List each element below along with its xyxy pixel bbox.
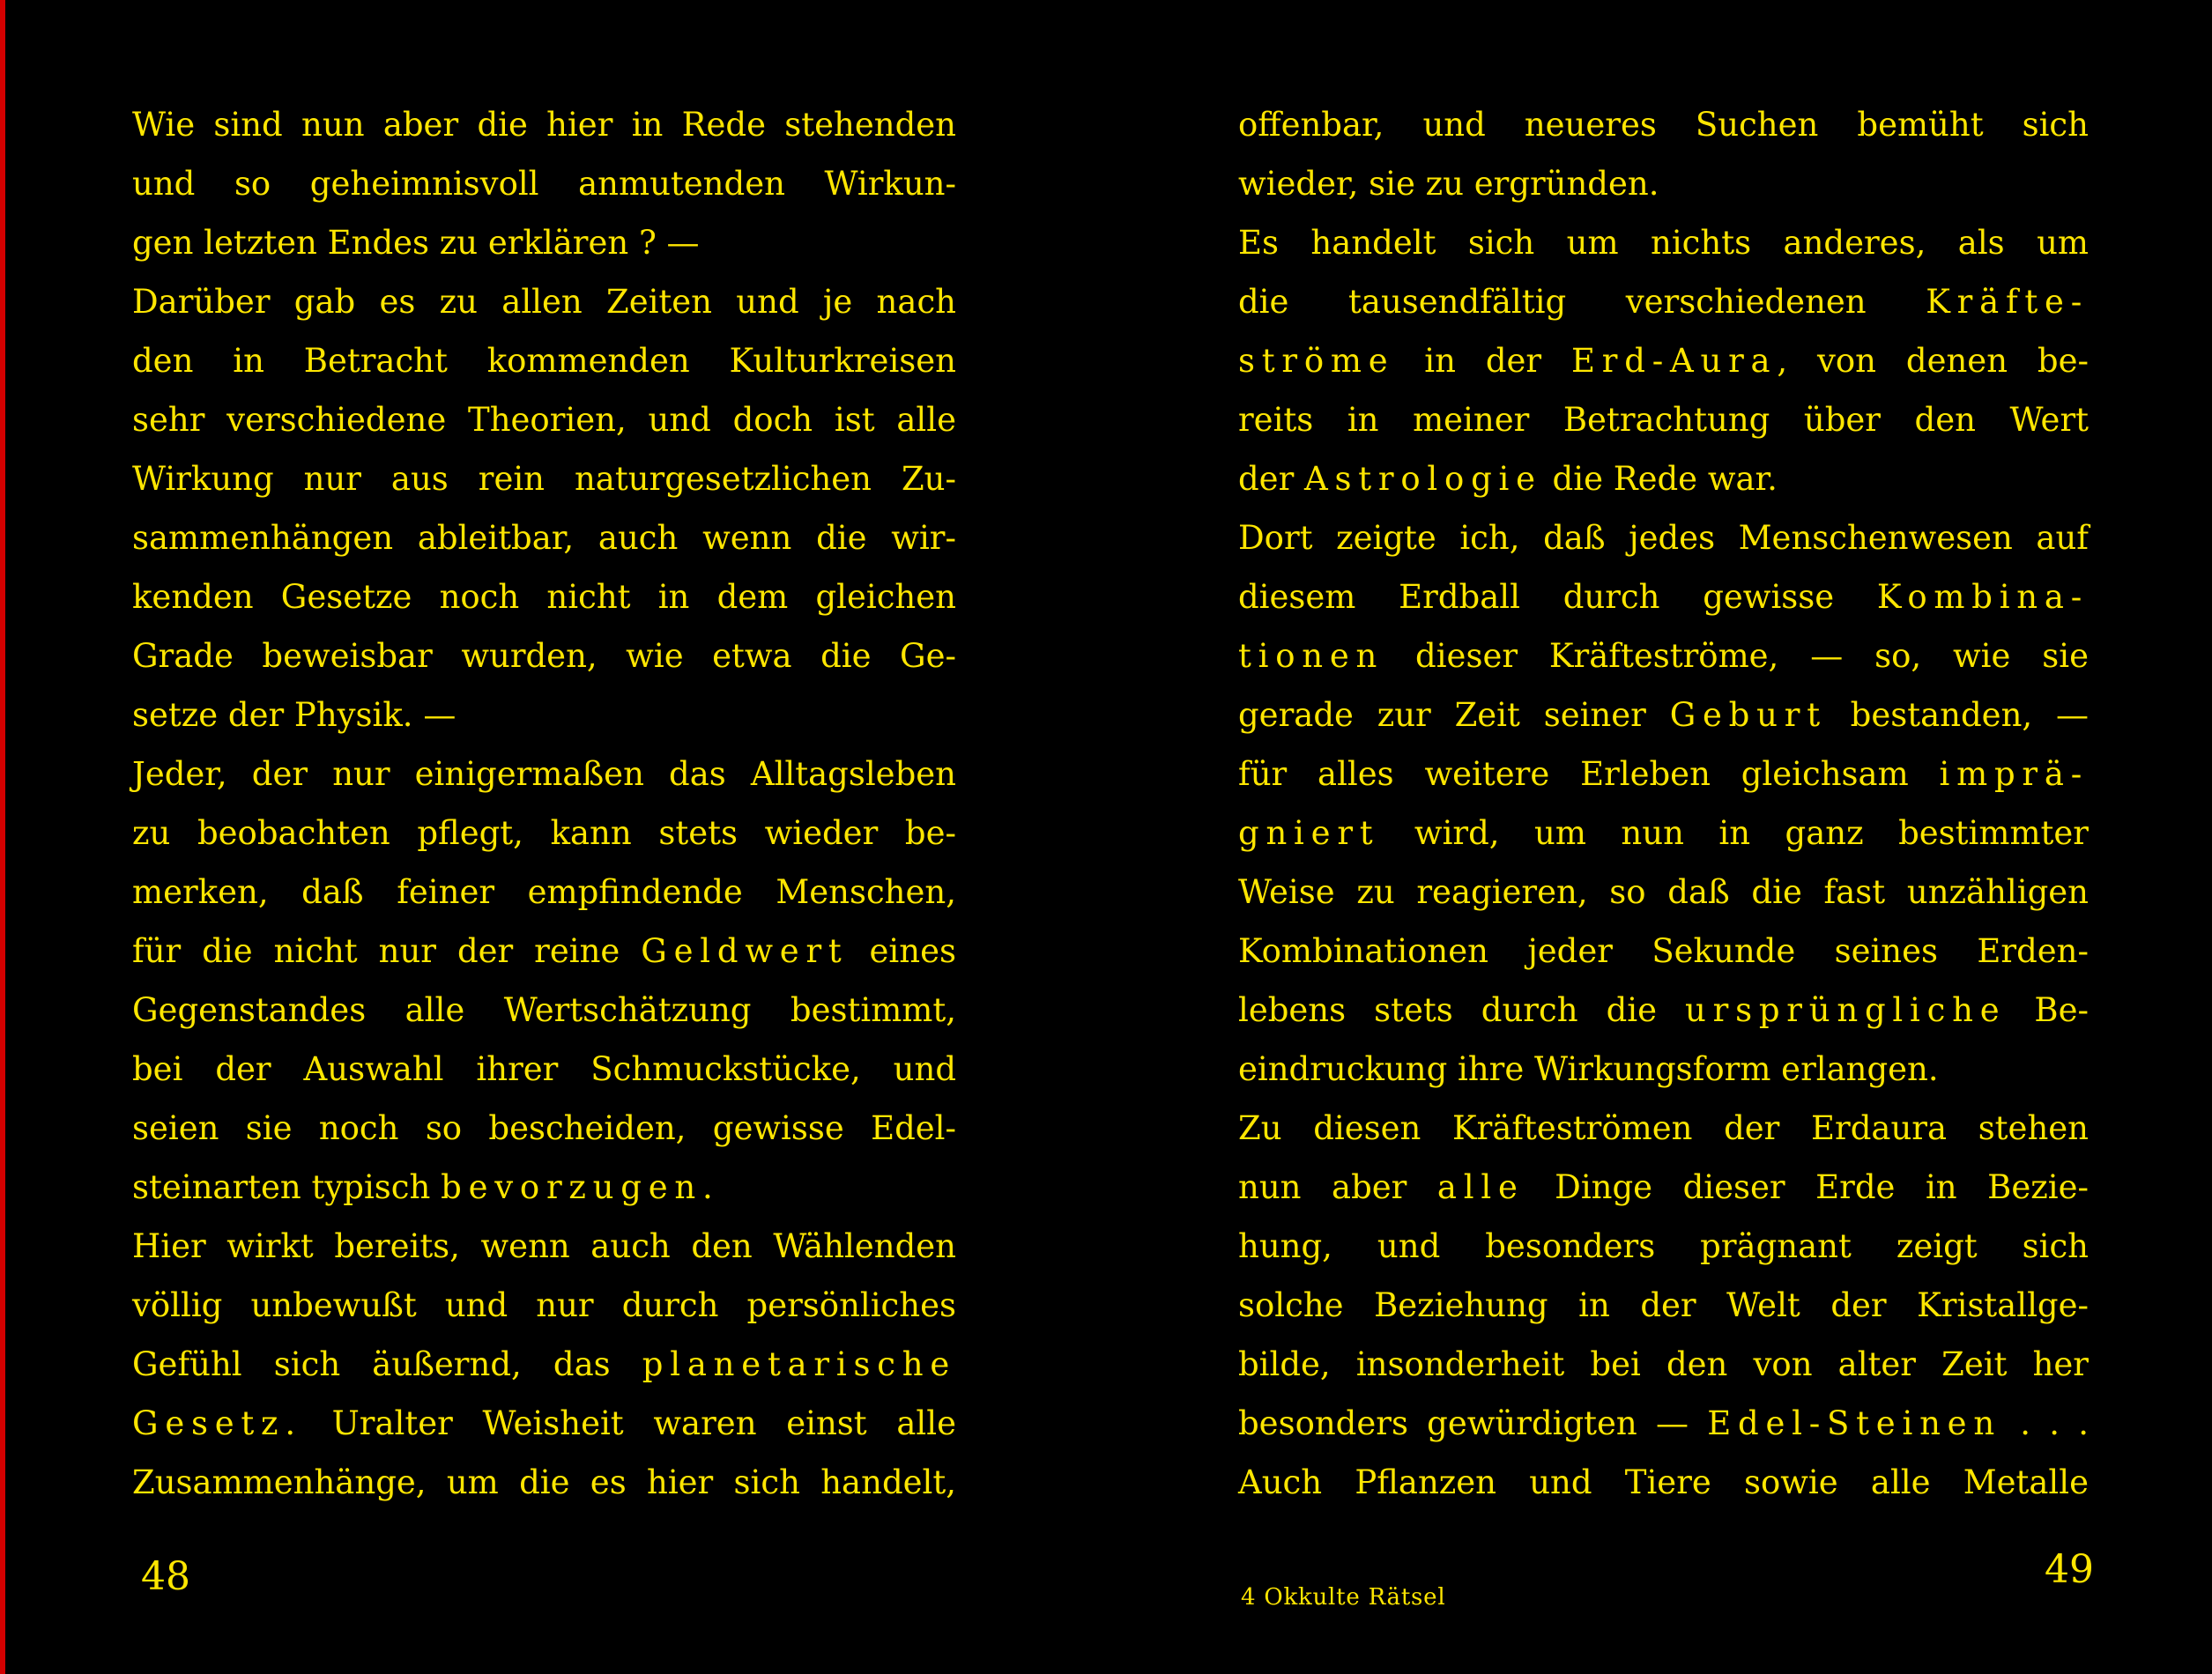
text-line: ströme in der Erd-Aura, von denen be- xyxy=(1238,342,2090,380)
text-line: Gefühl sich äußernd, das planetarische xyxy=(132,1345,956,1383)
letterspaced-emphasis: Kombina- xyxy=(1876,578,2089,616)
signature-mark: 4 Okkulte Rätsel xyxy=(1241,1584,1446,1611)
letterspaced-emphasis: tionen xyxy=(1238,637,1384,675)
text-line: den in Betracht kommenden Kulturkreisen xyxy=(132,342,956,380)
text-line: für alles weitere Erleben gleichsam imprä- xyxy=(1238,755,2089,793)
letterspaced-emphasis: Astrologie xyxy=(1304,460,1542,498)
letterspaced-emphasis: ursprüngliche xyxy=(1685,991,2007,1029)
text-line: sammenhängen ableitbar, auch wenn die wir- xyxy=(132,519,956,557)
text-line: Gesetz. Uralter Weisheit waren einst alle xyxy=(132,1404,956,1442)
right-page-text xyxy=(1238,95,2089,1512)
text-line: gerade zur Zeit seiner Geburt bestanden, — xyxy=(1238,696,2090,734)
left-page-number: 48 xyxy=(141,1554,190,1599)
text-line: Jeder, der nur einigermaßen das Alltagsleben xyxy=(132,755,956,793)
text-line: gen letzten Endes zu erklären ? — xyxy=(132,224,700,262)
letterspaced-emphasis: ströme xyxy=(1238,342,1395,380)
text-line: bilde, insonderheit bei den von alter Zeit her xyxy=(1238,1345,2089,1383)
letterspaced-emphasis: Gesetz. xyxy=(132,1404,302,1442)
scan-edge-artifact xyxy=(0,0,5,1674)
text-line: kenden Gesetze noch nicht in dem gleichen xyxy=(132,578,956,616)
text-line: steinarten typisch bevorzugen. xyxy=(132,1168,713,1206)
text-line: Auch Pflanzen und Tiere sowie alle Metalle xyxy=(1238,1463,2089,1501)
letterspaced-emphasis: Kräfte- xyxy=(1926,283,2089,321)
text-line: Wie sind nun aber die hier in Rede stehenden xyxy=(132,106,956,144)
text-line: eindruckung ihre Wirkungsform erlangen. xyxy=(1238,1050,1939,1088)
text-line: merken, daß feiner empfindende Menschen, xyxy=(132,873,956,911)
text-line: Wirkung nur aus rein naturgesetzlichen Zu- xyxy=(132,460,956,498)
text-line: Grade beweisbar wurden, wie etwa die Ge- xyxy=(132,637,956,675)
text-line: Weise zu reagieren, so daß die fast unzähligen xyxy=(1238,873,2089,911)
text-line: Zu diesen Kräfteströmen der Erdaura stehen xyxy=(1238,1109,2089,1147)
text-line: zu beobachten pflegt, kann stets wieder be- xyxy=(132,814,956,852)
text-line: lebens stets durch die ursprüngliche Be- xyxy=(1238,991,2089,1029)
text-line: Gegenstandes alle Wertschätzung bestimmt, xyxy=(132,991,956,1029)
text-line: für die nicht nur der reine Geldwert eines xyxy=(132,932,956,970)
text-line: Darüber gab es zu allen Zeiten und je nach xyxy=(132,283,956,321)
text-line: Zusammenhänge, um die es hier sich handelt, xyxy=(132,1463,956,1501)
text-line: nun aber alle Dinge dieser Erde in Bezie- xyxy=(1238,1168,2089,1206)
text-line: Es handelt sich um nichts anderes, als um xyxy=(1238,224,2089,262)
letterspaced-emphasis: alle xyxy=(1436,1168,1525,1206)
text-line: solche Beziehung in der Welt der Kristallge- xyxy=(1238,1286,2089,1324)
right-page-number: 49 xyxy=(2045,1547,2094,1592)
text-line: völlig unbewußt und nur durch persönliches xyxy=(132,1286,956,1324)
text-line: Hier wirkt bereits, wenn auch den Wählenden xyxy=(132,1227,956,1265)
text-line: diesem Erdball durch gewisse Kombina- xyxy=(1238,578,2089,616)
text-line: reits in meiner Betrachtung über den Wert xyxy=(1238,401,2089,439)
letterspaced-emphasis: gniert xyxy=(1238,814,1380,852)
text-line: setze der Physik. — xyxy=(132,696,457,734)
letterspaced-emphasis: Geldwert xyxy=(641,932,849,970)
text-line: offenbar, und neueres Suchen bemüht sich xyxy=(1238,106,2089,144)
text-line: tionen dieser Kräfteströme, — so, wie sie xyxy=(1238,637,2089,675)
text-line: und so geheimnisvoll anmutenden Wirkun- xyxy=(132,165,956,203)
text-line: besonders gewürdigten — Edel-Steinen . . . xyxy=(1238,1404,2089,1442)
text-line: seien sie noch so bescheiden, gewisse Edel- xyxy=(132,1109,956,1147)
letterspaced-emphasis: bevorzugen xyxy=(441,1168,702,1206)
text-line: bei der Auswahl ihrer Schmuckstücke, und xyxy=(132,1050,956,1088)
text-line: sehr verschiedene Theorien, und doch ist alle xyxy=(132,401,956,439)
text-line: die tausendfältig verschiedenen Kräfte- xyxy=(1238,283,2089,321)
text-line: der Astrologie die Rede war. xyxy=(1238,460,1778,498)
text-line: Dort zeigte ich, daß jedes Menschenwesen auf xyxy=(1238,519,2089,557)
letterspaced-emphasis: Geburt xyxy=(1669,696,1827,734)
letterspaced-emphasis: Edel-Steinen xyxy=(1707,1404,2001,1442)
letterspaced-emphasis: imprä- xyxy=(1939,755,2089,793)
text-line: hung, und besonders prägnant zeigt sich xyxy=(1238,1227,2089,1265)
text-line: Kombinationen jeder Sekunde seines Erden- xyxy=(1238,932,2089,970)
text-line: wieder, sie zu ergründen. xyxy=(1238,165,1659,203)
letterspaced-emphasis: Erd-Aura xyxy=(1571,342,1778,380)
letterspaced-emphasis: planetarische xyxy=(642,1345,956,1383)
text-line: gniert wird, um nun in ganz bestimmter xyxy=(1238,814,2089,852)
left-page-text xyxy=(132,95,956,1512)
